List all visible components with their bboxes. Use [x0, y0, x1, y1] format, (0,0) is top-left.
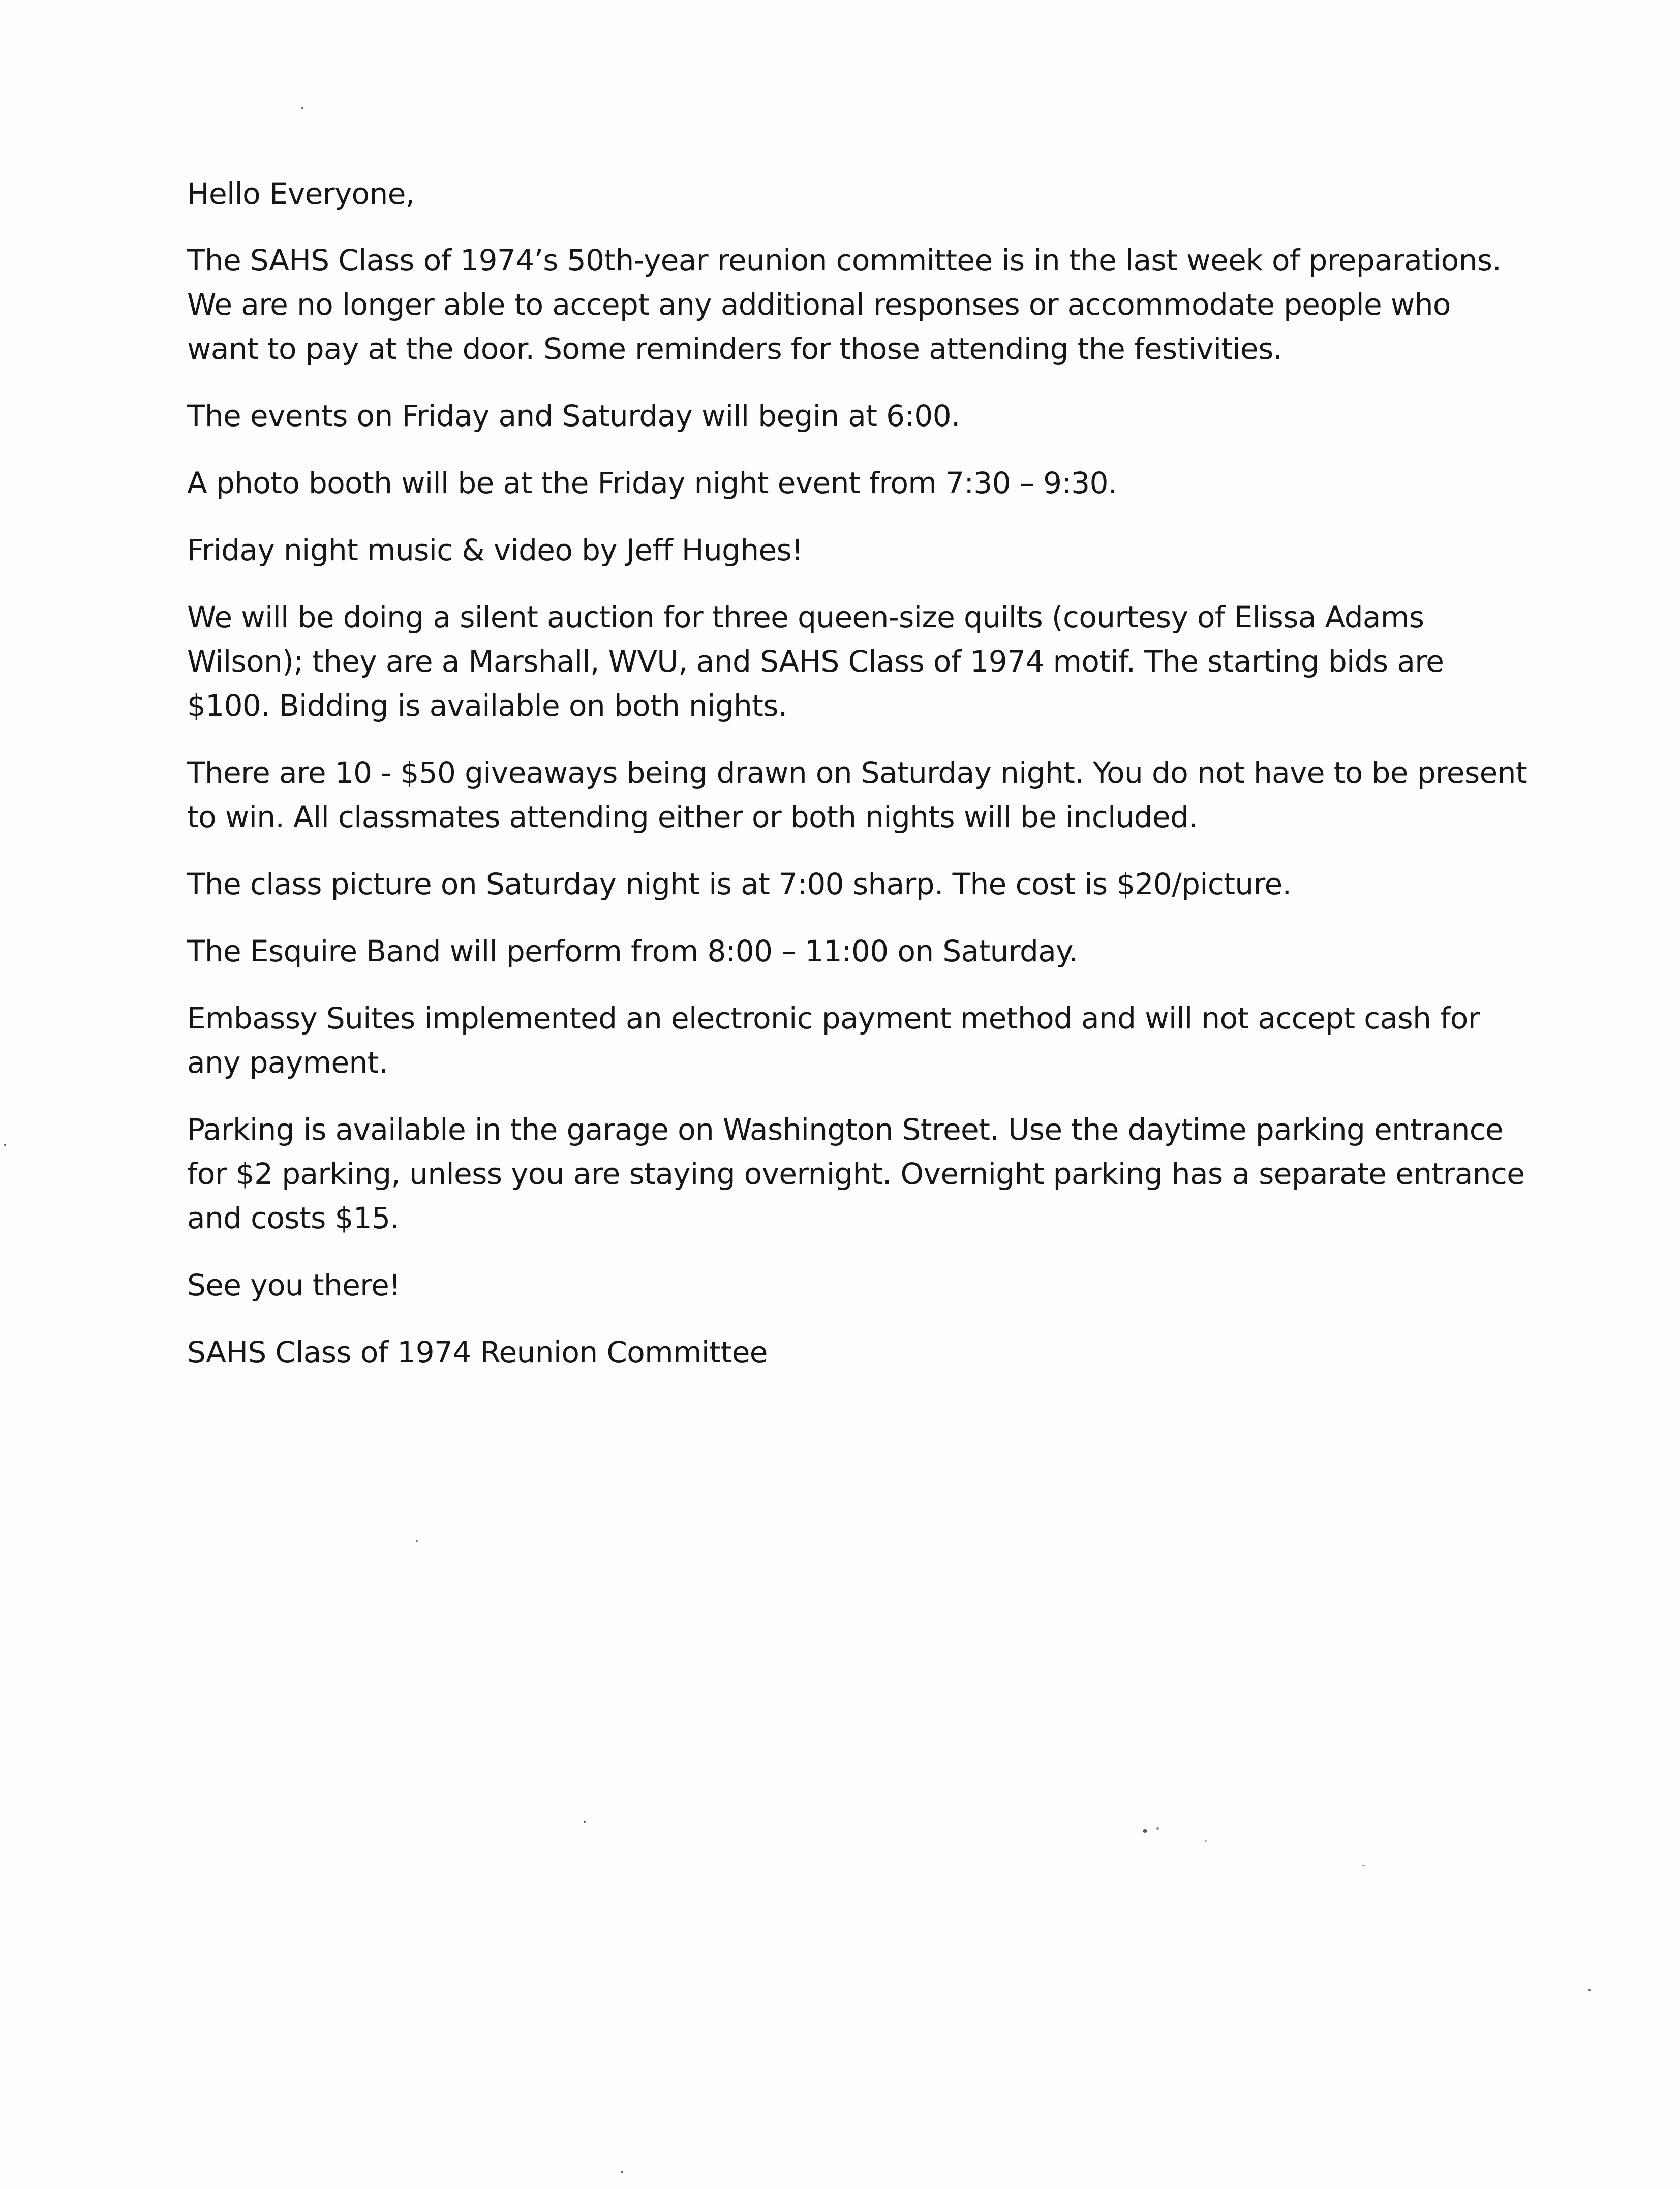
scan-speck: [584, 1821, 586, 1823]
paragraph-band: The Esquire Band will perform from 8:00 – 11:00 on Saturday.: [187, 934, 1078, 968]
greeting: Hello Everyone,: [187, 176, 415, 211]
scan-speck: [1156, 1827, 1159, 1830]
scan-speck: [301, 107, 303, 109]
paragraph-music: Friday night music & video by Jeff Hughes!: [187, 533, 803, 567]
scan-speck: [621, 2171, 623, 2173]
scan-speck: [1588, 1989, 1591, 1991]
paragraph-class-picture: The class picture on Saturday night is at 7:00 sharp. The cost is $20/picture.: [187, 867, 1292, 901]
paragraph-giveaways: There are 10 - $50 giveaways being drawn on Saturday night. You do not have to be present to win. All classmates attending either or both nights will be included.: [187, 755, 1527, 834]
scan-speck: [416, 1540, 418, 1542]
scan-speck: [1362, 1865, 1365, 1866]
scan-speck: [1143, 1829, 1147, 1833]
paragraph-silent-auction: We will be doing a silent auction for three queen-size quilts (courtesy of Elissa Adams Wilson); they are a Marshall, WVU, and SAHS Class of 1974 motif. The starting bids are $100. Bidding is available on both nights.: [187, 600, 1444, 723]
closing-line: See you there!: [187, 1268, 401, 1302]
paragraph-event-time: The events on Friday and Saturday will begin at 6:00.: [187, 399, 960, 433]
paragraph-photo-booth: A photo booth will be at the Friday night event from 7:30 – 9:30.: [187, 466, 1117, 500]
scan-speck: [4, 1144, 6, 1146]
paragraph-parking: Parking is available in the garage on Washington Street. Use the daytime parking entrance for $2 parking, unless you are staying overnight. Overnight parking has a separate entrance and costs $15.: [187, 1112, 1525, 1235]
letter-body: [187, 172, 1529, 1375]
paragraph-intro: The SAHS Class of 1974’s 50th-year reunion committee is in the last week of preparations. We are no longer able to accept any additional responses or accommodate people who want to pay at the door. Some reminders for those attending the festivities.: [187, 243, 1502, 366]
signature: SAHS Class of 1974 Reunion Committee: [187, 1335, 768, 1370]
scan-speck: [1205, 1840, 1207, 1842]
paragraph-payment: Embassy Suites implemented an electronic payment method and will not accept cash for any payment.: [187, 1001, 1480, 1080]
